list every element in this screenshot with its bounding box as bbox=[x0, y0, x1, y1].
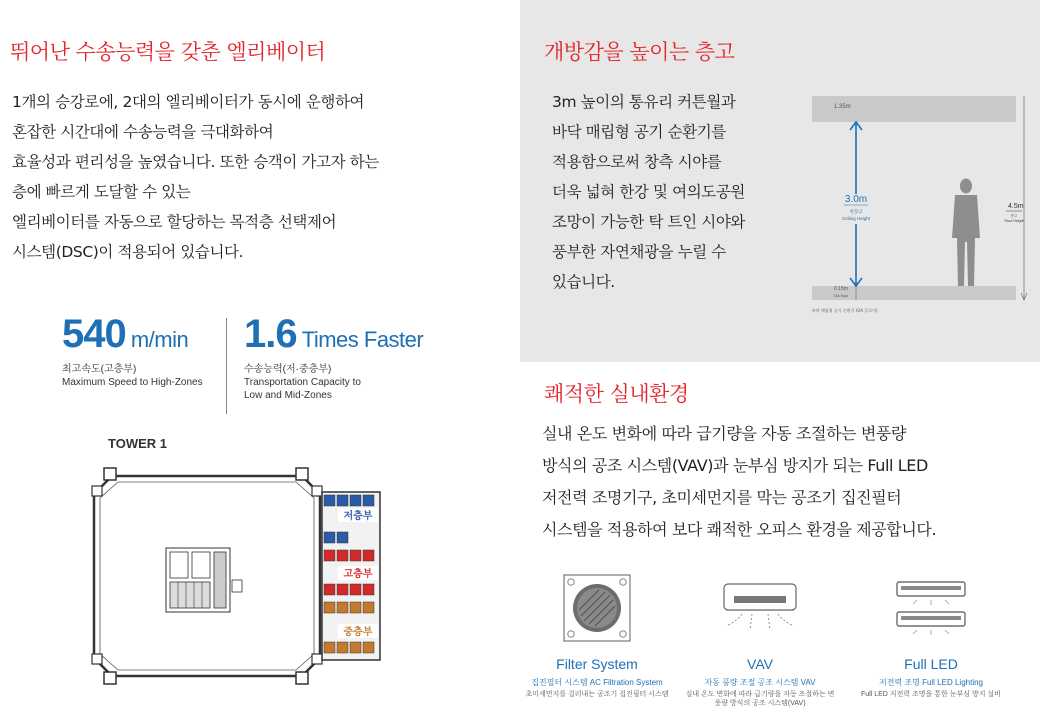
elevator-line: 혼잡한 시간대에 수송능력을 극대화하여 bbox=[12, 123, 274, 141]
speed-label-ko: 최고속도(고층부) bbox=[62, 364, 137, 375]
ceiling-line: 더욱 넓혀 한강 및 여의도공원 bbox=[552, 183, 745, 201]
elevator-section-title: 뛰어난 수송능력을 갖춘 엘리베이터 bbox=[10, 40, 326, 64]
speed-label-en: Maximum Speed to High-Zones bbox=[62, 377, 203, 388]
led-feature-sub: 저전력 조명 Full LED Lighting bbox=[878, 678, 983, 687]
ceiling-line: 조망이 가능한 탁 트인 시야와 bbox=[552, 213, 745, 231]
capacity-label-en-1: Transportation Capacity to bbox=[244, 377, 361, 388]
ceiling-line: 적용함으로써 창측 시야를 bbox=[552, 153, 722, 171]
filter-feature-desc: 초미세먼지를 걸러내는 공조기 집진필터 시스템 bbox=[525, 691, 669, 698]
ceiling-height-value: 3.0m bbox=[844, 194, 868, 205]
vav-feature-desc: 실내 온도 변화에 따라 급기량을 자동 조절하는 변풍량 방식의 공조 시스템(VAV) bbox=[685, 691, 835, 707]
ceiling-line: 3m 높이의 통유리 커튼월과 bbox=[552, 93, 736, 111]
tower-label: TOWER 1 bbox=[108, 436, 167, 451]
floor-height-ko: 층고 bbox=[1010, 214, 1018, 218]
led-feature-desc: Full LED 저전력 조명을 통한 눈부심 방지 설비 bbox=[861, 691, 1001, 698]
ceiling-height-diagram bbox=[812, 90, 1038, 322]
capacity-label-ko: 수송능력(저·중층부) bbox=[244, 364, 332, 375]
elevator-line: 효율성과 편리성을 높였습니다. 또한 승객이 가고자 하는 bbox=[12, 153, 379, 171]
top-dimension-label: 1.35m bbox=[834, 104, 851, 110]
ceiling-line: 있습니다. bbox=[552, 273, 615, 291]
capacity-stat bbox=[244, 312, 423, 402]
capacity-unit: Times Faster bbox=[301, 327, 424, 352]
speed-value: 540 bbox=[62, 312, 126, 356]
vav-feature-name: VAV bbox=[747, 656, 773, 672]
ceiling-height-ko: 천장고 bbox=[849, 210, 863, 215]
capacity-value: 1.6 bbox=[244, 312, 297, 356]
elevator-description bbox=[12, 87, 379, 267]
ceiling-line: 바닥 매립형 공기 순환기를 bbox=[552, 123, 726, 141]
diagram-footnote: 바닥 매립형 공기 순환기 (OA 플로어) bbox=[812, 308, 878, 313]
led-icon bbox=[883, 576, 979, 640]
high-zone-label: 고층부 bbox=[343, 569, 373, 580]
environment-line: 시스템을 적용하여 보다 쾌적한 오피스 환경을 제공합니다. bbox=[542, 520, 937, 539]
environment-section-title: 쾌적한 실내환경 bbox=[544, 382, 689, 406]
floor-height-value: 4.5m bbox=[1008, 203, 1024, 210]
led-feature-name: Full LED bbox=[904, 656, 958, 672]
feature-full-led bbox=[856, 566, 1006, 699]
elevator-line: 1개의 승강로에, 2대의 엘리베이터가 동시에 운행하여 bbox=[12, 93, 365, 111]
filter-feature-name: Filter System bbox=[556, 656, 638, 672]
low-zone-label: 저층부 bbox=[343, 511, 373, 522]
tower-floor-plan bbox=[80, 458, 400, 694]
elevator-line: 시스템(DSC)이 적용되어 있습니다. bbox=[12, 243, 244, 261]
environment-description bbox=[542, 418, 936, 546]
stat-divider bbox=[226, 318, 227, 414]
floor-height-en: Floor Height bbox=[1004, 219, 1024, 223]
capacity-label-en-2: Low and Mid-Zones bbox=[244, 390, 332, 401]
environment-line: 방식의 공조 시스템(VAV)과 눈부심 방지가 되는 Full LED bbox=[542, 456, 928, 475]
elevator-line: 층에 빠르게 도달할 수 있는 bbox=[12, 183, 191, 201]
vav-icon bbox=[712, 578, 808, 638]
environment-line: 실내 온도 변화에 따라 급기량을 자동 조절하는 변풍량 bbox=[542, 424, 907, 443]
speed-stat bbox=[62, 312, 203, 389]
feature-filter-system bbox=[522, 566, 672, 699]
environment-line: 저전력 조명기구, 초미세먼지를 막는 공조기 집진필터 bbox=[542, 488, 902, 507]
ceiling-description bbox=[552, 87, 745, 297]
mid-zone-label: 중층부 bbox=[343, 627, 373, 638]
ceiling-height-en: Ceiling Height bbox=[841, 216, 871, 221]
feature-vav bbox=[685, 566, 835, 708]
filter-icon bbox=[562, 573, 632, 643]
vav-feature-sub: 자동 풍량 조절 공조 시스템 VAV bbox=[704, 678, 816, 687]
person-silhouette bbox=[952, 179, 980, 287]
ceiling-line: 풍부한 자연채광을 누릴 수 bbox=[552, 243, 726, 261]
oa-floor-value: 0.15m bbox=[834, 286, 848, 292]
ceiling-section-title: 개방감을 높이는 층고 bbox=[544, 40, 735, 64]
oa-floor-sub: OA floor bbox=[834, 293, 849, 298]
speed-unit: m/min bbox=[130, 327, 189, 352]
filter-feature-sub: 집진필터 시스템 AC Filtration System bbox=[531, 678, 663, 687]
elevator-line: 엘리베이터를 자동으로 할당하는 목적층 선택제어 bbox=[12, 213, 337, 231]
